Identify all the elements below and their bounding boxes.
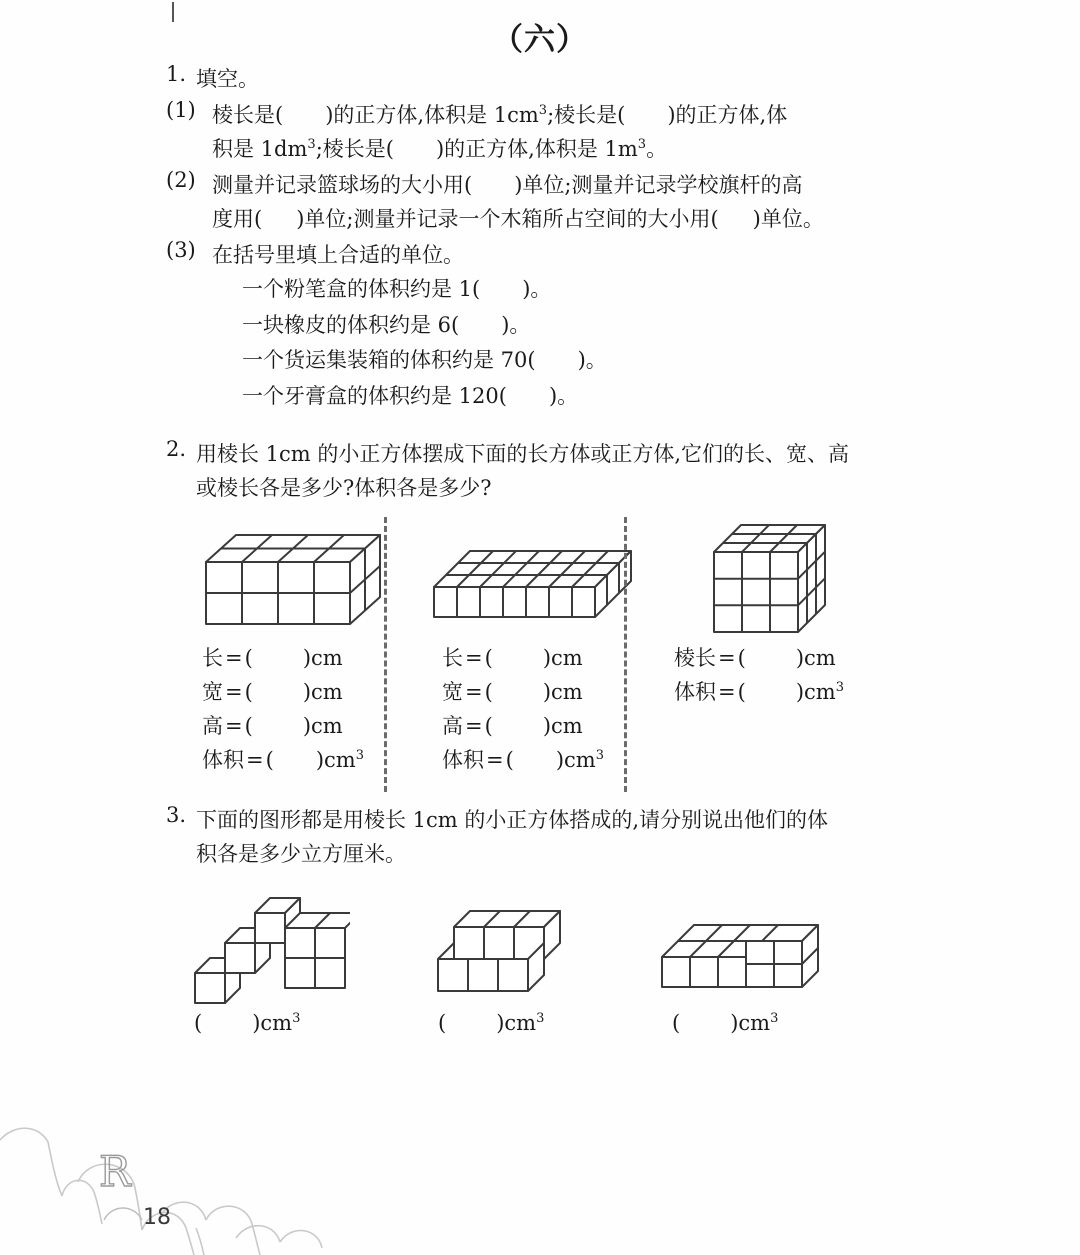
sub-3-item-2-prefix: 一块橡皮的体积约是 6(: [242, 312, 460, 337]
sub-1-text-c: ;棱长是(: [547, 103, 626, 128]
sub-2-line2-a: 度用(: [212, 207, 263, 232]
paren-open: (: [484, 645, 493, 670]
sub-3-body: [212, 238, 946, 272]
slab-7x3x1-svg: [428, 543, 638, 623]
question-3: [166, 803, 946, 871]
sub-3-item-4-prefix: 一个牙膏盒的体积约是 120(: [242, 384, 507, 409]
paren-open: (: [194, 1010, 203, 1035]
answer-line: [202, 641, 364, 675]
sub-2-line2-c: )单位。: [752, 207, 824, 232]
answer-unit: cm: [324, 747, 356, 772]
answer-label: 棱长: [674, 645, 716, 670]
answer-line: [442, 709, 604, 743]
question-1-sub-2: [166, 168, 946, 236]
page-number: 18: [143, 1205, 171, 1230]
sub-2-line2-b: )单位;测量并记录一个木箱所占空间的大小用(: [296, 207, 719, 232]
answer-line: [202, 675, 364, 709]
figure-l-shaped-step: [656, 903, 826, 1005]
sup-m3: 3: [637, 137, 647, 153]
paren-open: (: [244, 713, 253, 738]
answer-label: 长: [202, 645, 223, 670]
sub-3-item-4-suffix: )。: [548, 384, 579, 409]
question-3-text: [196, 803, 946, 871]
sub-1-line2-d: 。: [646, 137, 668, 162]
paren-close: ): [542, 713, 552, 738]
equals-sign: =: [225, 679, 243, 704]
figure-two-tier-step-3x2: [432, 909, 572, 1005]
answer-3-item: [194, 1011, 300, 1035]
paren-open: (: [484, 679, 493, 704]
question-3-line-1: 下面的图形都是用棱长 1cm 的小正方体搭成的,请分别说出他们的体: [196, 807, 829, 832]
question-1-sub-1: [166, 98, 946, 166]
sub-3-item-1-prefix: 一个粉笔盒的体积约是 1(: [242, 277, 481, 302]
answer-3-item: [672, 1011, 778, 1035]
answer-unit: cm: [551, 713, 583, 738]
answer-line: [442, 641, 604, 675]
paren-close: ): [795, 645, 805, 670]
paren-open: (: [737, 679, 746, 704]
paren-close: ): [542, 645, 552, 670]
sub-1-label: (1): [166, 98, 196, 123]
sub-3-item-2-suffix: )。: [501, 312, 531, 337]
sub-3-stem: 在括号里填上合适的单位。: [212, 243, 464, 268]
equals-sign: =: [486, 747, 504, 772]
paren-open: (: [484, 713, 493, 738]
question-2-text: [196, 437, 946, 505]
paren-open: (: [505, 747, 514, 772]
cube-3x3x3-svg: [706, 517, 836, 637]
answer-label: 长: [442, 645, 463, 670]
paren-close: ): [555, 747, 565, 772]
sub-2-line1-b: )单位;测量并记录学校旗杆的高: [514, 173, 803, 198]
answer-line: [674, 675, 844, 709]
answer-unit-sup: 3: [595, 747, 604, 763]
question-2: [166, 437, 946, 505]
sup-dm3: 3: [307, 137, 316, 153]
equals-sign: =: [465, 679, 483, 704]
answer-label: 高: [202, 713, 223, 738]
paren-close: ): [315, 747, 325, 772]
answer-unit: cm: [738, 1010, 771, 1035]
paren-open: (: [672, 1010, 681, 1035]
paren-open: (: [438, 1010, 447, 1035]
paren-close: ): [496, 1010, 505, 1035]
r-logo-letter: R: [99, 1148, 131, 1196]
sub-3-item-3-suffix: )。: [577, 348, 607, 373]
paren-open: (: [737, 645, 746, 670]
paren-close: ): [302, 679, 312, 704]
sub-1-body: [212, 98, 946, 166]
answer-column-3: [674, 641, 844, 709]
answer-unit: cm: [564, 747, 596, 772]
cuboid-4x2x2-svg: [196, 527, 386, 632]
answer-label: 宽: [442, 679, 463, 704]
answer-unit: cm: [260, 1010, 293, 1035]
sub-3-item-1: [242, 272, 946, 308]
sub-1-line2-a: 积是 1dm: [212, 137, 308, 162]
question-3-line-2: 积各是多少立方厘米。: [196, 841, 406, 866]
sub-3-item-4: [242, 379, 946, 415]
answer-unit-sup: 3: [355, 747, 364, 763]
figure-slab-7x3x1: [428, 543, 638, 627]
sub-1-line2-b: ;棱长是(: [315, 137, 394, 162]
question-3-number: 3.: [166, 802, 187, 827]
sub-3-item-2: [242, 308, 946, 344]
question-3-figures: [166, 881, 946, 1011]
answer-unit-sup: 3: [536, 1010, 545, 1026]
answer-label: 宽: [202, 679, 223, 704]
paren-close: ): [302, 713, 312, 738]
equals-sign: =: [465, 713, 483, 738]
figure-staircase-with-block: [190, 881, 350, 1010]
paren-open: (: [244, 645, 253, 670]
paren-close: ): [730, 1010, 739, 1035]
answer-line: [442, 743, 604, 777]
staircase-with-block-svg: [190, 881, 350, 1006]
answer-unit: cm: [311, 713, 343, 738]
answer-line: [442, 675, 604, 709]
question-2-figures: [166, 517, 946, 637]
question-1-stem: 填空。: [196, 67, 259, 91]
answer-column-2: [442, 641, 604, 777]
sub-1-text-d: )的正方体,体: [667, 103, 788, 128]
answer-unit-sup: 3: [770, 1010, 779, 1026]
equals-sign: =: [718, 645, 736, 670]
answer-3-item: [438, 1011, 544, 1035]
answer-unit-sup: 3: [292, 1010, 301, 1026]
question-1-number: 1.: [166, 62, 187, 86]
answer-line: [202, 709, 364, 743]
answer-label: 体积: [442, 747, 484, 772]
cloud-decoration: [0, 1120, 560, 1255]
answer-unit: cm: [551, 679, 583, 704]
l-shaped-step-svg: [656, 903, 826, 1001]
equals-sign: =: [246, 747, 264, 772]
paren-close: ): [795, 679, 805, 704]
answer-unit: cm: [804, 679, 836, 704]
sub-3-item-3: [242, 343, 946, 379]
question-2-line-1: 用棱长 1cm 的小正方体摆成下面的长方体或正方体,它们的长、宽、高: [196, 441, 850, 466]
answer-unit-sup: 3: [835, 679, 844, 695]
answer-column-1: [202, 641, 364, 777]
equals-sign: =: [465, 645, 483, 670]
figure-cube-3x3x3: [706, 517, 836, 641]
question-2-answers: [166, 641, 946, 797]
answer-unit: cm: [804, 645, 836, 670]
question-1-sub-3: [166, 238, 946, 272]
equals-sign: =: [225, 645, 243, 670]
answer-unit: cm: [311, 645, 343, 670]
paren-close: ): [542, 679, 552, 704]
answer-label: 高: [442, 713, 463, 738]
question-3-answers: [166, 1011, 946, 1055]
figure-cuboid-4x2x2: [196, 527, 386, 636]
equals-sign: =: [225, 713, 243, 738]
sub-2-label: (2): [166, 168, 196, 193]
sub-3-item-3-prefix: 一个货运集装箱的体积约是 70(: [242, 348, 536, 373]
sub-3-label: (3): [166, 238, 196, 263]
answer-line: [674, 641, 844, 675]
answer-unit: cm: [551, 645, 583, 670]
page-title: （六）: [492, 22, 588, 58]
sub-1-line2-c: )的正方体,体积是 1m: [435, 137, 638, 162]
answer-unit: cm: [311, 679, 343, 704]
answer-line: [202, 743, 364, 777]
answer-label: 体积: [674, 679, 716, 704]
paren-close: ): [252, 1010, 261, 1035]
sub-2-line-2: [212, 202, 946, 236]
equals-sign: =: [718, 679, 736, 704]
two-tier-step-svg: [432, 909, 572, 1001]
sub-1-text-a: 棱长是(: [212, 103, 284, 128]
paren-close: ): [302, 645, 312, 670]
question-1: [166, 62, 946, 96]
answer-label: 体积: [202, 747, 244, 772]
sup-cm3-1: 3: [538, 103, 548, 119]
sub-2-line1-a: 测量并记录篮球场的大小用(: [212, 173, 473, 198]
question-2-line-2: 或棱长各是多少?体积各是多少?: [196, 475, 492, 500]
paren-open: (: [265, 747, 274, 772]
publisher-r-logo: [95, 1148, 141, 1196]
sub-1-line-2: [212, 132, 946, 166]
sub-3-item-1-suffix: )。: [522, 277, 552, 302]
answer-unit: cm: [504, 1010, 537, 1035]
question-2-number: 2.: [166, 436, 187, 461]
sub-1-text-b: )的正方体,体积是 1cm: [325, 103, 539, 128]
worksheet-content: [166, 62, 946, 1055]
sub-2-body: [212, 168, 946, 236]
paren-open: (: [244, 679, 253, 704]
